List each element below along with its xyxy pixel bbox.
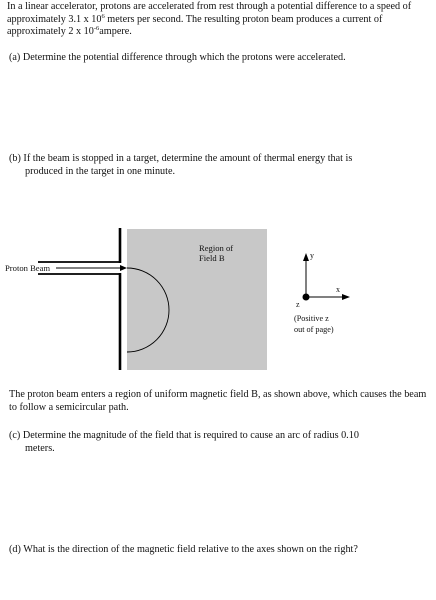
proton-beam-label: Proton Beam [5, 263, 51, 273]
field-description: The proton beam enters a region of uniform magnetic field B, as shown above, which causes the beam to follow a semicircular path. [9, 389, 427, 413]
x-axis-label: x [336, 285, 340, 294]
y-axis-label: y [310, 251, 314, 260]
y-axis-arrow [303, 253, 309, 261]
question-d: (d) What is the direction of the magnetic field relative to the axes shown on the right? [9, 544, 358, 555]
problem-intro: In a linear accelerator, protons are accelerated from rest through a potential difference to a speed of approximately 3.1 x $10^6$ meters per second. The resulting proton beam produces a current of approximately 2 x $10^{-6}ampere$. [7, 1, 412, 38]
question-b: (b) If the beam is stopped in a target, determine the amount of thermal energy that is produced in the target in one minute. [9, 153, 353, 177]
beam-arrowhead [120, 265, 127, 271]
x-axis-arrow [342, 294, 350, 300]
z-axis-note: (Positive z out of page) [294, 314, 334, 334]
question-a: (a) Determine the potential difference through which the protons were accelerated. [9, 52, 346, 63]
field-region [127, 229, 267, 370]
z-axis-label: z [296, 300, 300, 309]
question-c: (c) Determine the magnitude of the field that is required to cause an arc of radius 0.10 meters. [9, 430, 359, 454]
z-axis-dot [303, 294, 310, 301]
field-region-label: Region of Field B [199, 243, 234, 263]
